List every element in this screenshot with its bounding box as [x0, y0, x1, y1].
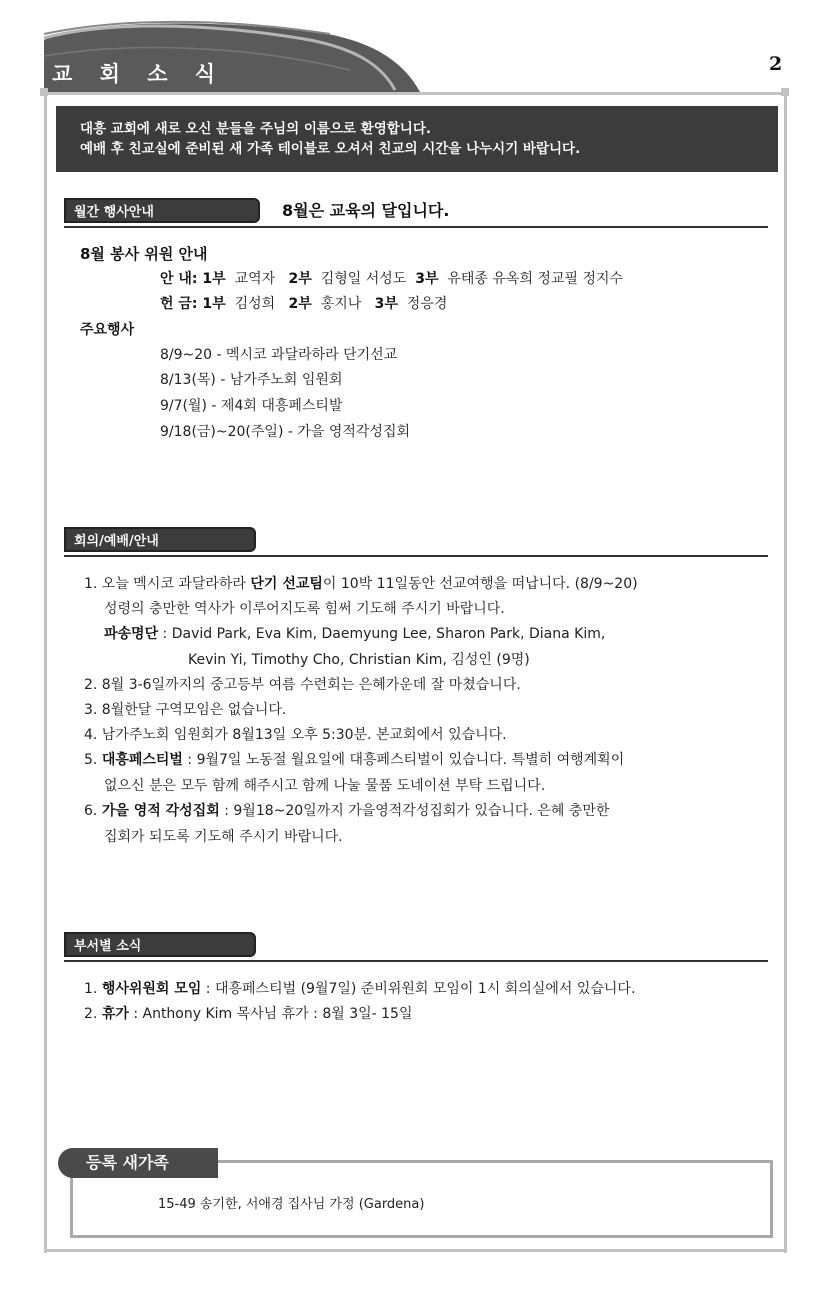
notice-6: [84, 802, 609, 820]
event-item: 9/18(금)~20(주일) - 가을 영적각성집회: [160, 424, 410, 440]
notice-3: 3. 8월한달 구역모임은 없습니다.: [84, 702, 287, 718]
notice-5-bold: 대흥페스티벌: [101, 752, 183, 768]
notice-6-bold: 가을 영적 각성집회: [101, 803, 220, 819]
offering-l3: 3부: [374, 296, 398, 312]
offering-row: [160, 295, 447, 313]
team-row: [104, 625, 605, 643]
notice-5-cont: 없으신 분은 모두 함께 해주시고 함께 나눌 물품 도네이션 부탁 드립니다.: [104, 778, 546, 794]
guide-row: [160, 270, 623, 288]
offering-p1: 김성희: [234, 296, 276, 312]
notice-1-text-2: 이 10박 11일동안 선교여행을 떠납니다. (8/9~20): [322, 576, 638, 592]
notice-1-text: 1. 오늘 멕시코 과달라하라: [84, 576, 251, 592]
notice-1-cont: 성령의 충만한 역사가 이루어지도록 힘써 기도해 주시기 바랍니다.: [104, 601, 505, 617]
notice-5-num: 5.: [84, 752, 102, 768]
event-item: 8/9~20 - 멕시코 과달라하라 단기선교: [160, 347, 398, 363]
tab-new-family: 등록 새가족: [58, 1148, 218, 1178]
dept-1-bold: 행사위원회 모임: [101, 981, 202, 997]
frame-right: [784, 95, 787, 1253]
volunteer-title: 8월 봉사 위원 안내: [80, 245, 208, 263]
guide-l2: 2부: [288, 271, 312, 287]
section-rule: [64, 960, 768, 962]
team-members-2: Kevin Yi, Timothy Cho, Christian Kim, 김성인 (9명): [188, 652, 530, 668]
section-title: 교 회 소 식: [52, 61, 226, 86]
welcome-banner: [56, 106, 778, 172]
dept-2-num: 2.: [84, 1006, 102, 1022]
notice-6-cont: 집회가 되도록 기도해 주시기 바랍니다.: [104, 829, 343, 845]
notice-1-bold: 단기 선교팀: [250, 576, 323, 592]
guide-label: 안 내: 1부: [160, 271, 226, 287]
offering-p2: 홍지나: [320, 296, 362, 312]
tab-meeting-notices: 회의/예배/안내: [64, 527, 256, 552]
team-label: 파송명단: [104, 626, 159, 642]
guide-l3: 3부: [415, 271, 439, 287]
section-rule: [64, 555, 768, 557]
frame-left: [44, 95, 47, 1253]
tab-monthly-events: 월간 행사안내: [64, 198, 260, 223]
notice-6-num: 6.: [84, 803, 102, 819]
guide-p1: 교역자: [234, 271, 276, 287]
registration-entry: 15-49 송기한, 서애경 집사님 가정 (Gardena): [158, 1197, 425, 1212]
section-rule: [64, 226, 768, 228]
offering-l2: 2부: [288, 296, 312, 312]
dept-item-2: [84, 1005, 412, 1023]
dept-2-bold: 휴가: [101, 1006, 129, 1022]
notice-2: 2. 8월 3-6일까지의 중고등부 여름 수련회는 은혜가운데 잘 마쳤습니다.: [84, 677, 521, 693]
page-number: 2: [769, 53, 783, 75]
event-item: 8/13(목) - 남가주노회 임원회: [160, 372, 343, 388]
frame-bottom: [44, 1249, 787, 1252]
dept-1-num: 1.: [84, 981, 102, 997]
team-members-1: : David Park, Eva Kim, Daemyung Lee, Sharon Park, Diana Kim,: [158, 626, 606, 642]
dept-item-1: [84, 980, 635, 998]
notice-4: 4. 남가주노회 임원회가 8월13일 오후 5:30분. 본교회에서 있습니다.: [84, 727, 507, 743]
welcome-line-1: 대흥 교회에 새로 오신 분들을 주님의 이름으로 환영합니다.: [80, 121, 432, 137]
notice-5: [84, 751, 624, 769]
notice-5-text: : 9월7일 노동절 월요일에 대흥페스티벌이 있습니다. 특별히 여행계획이: [182, 752, 625, 768]
offering-p3: 정응경: [406, 296, 448, 312]
dept-1-text: : 대흥페스티벌 (9월7일) 준비위원회 모임이 1시 회의실에서 있습니다.: [201, 981, 636, 997]
offering-label: 헌 금: 1부: [160, 296, 226, 312]
event-item: 9/7(월) - 제4회 대흥페스티발: [160, 398, 343, 414]
notice-6-text: : 9월18~20일까지 가을영적각성집회가 있습니다. 은혜 충만한: [219, 803, 610, 819]
guide-p3: 유태종 유옥희 정교필 정지수: [447, 271, 624, 287]
dept-2-text: : Anthony Kim 목사님 휴가 : 8월 3일- 15일: [128, 1006, 413, 1022]
monthly-headline: 8월은 교육의 달입니다.: [282, 201, 450, 220]
header-swoosh-graphic: [0, 0, 835, 110]
tab-dept-news: 부서별 소식: [64, 932, 256, 957]
guide-p2: 김형일 서성도: [320, 271, 407, 287]
welcome-line-2: 예배 후 친교실에 준비된 새 가족 테이블로 오셔서 친교의 시간을 나누시기 바랍니다.: [80, 141, 581, 157]
notice-1: [84, 575, 638, 593]
events-title: 주요행사: [80, 322, 135, 338]
